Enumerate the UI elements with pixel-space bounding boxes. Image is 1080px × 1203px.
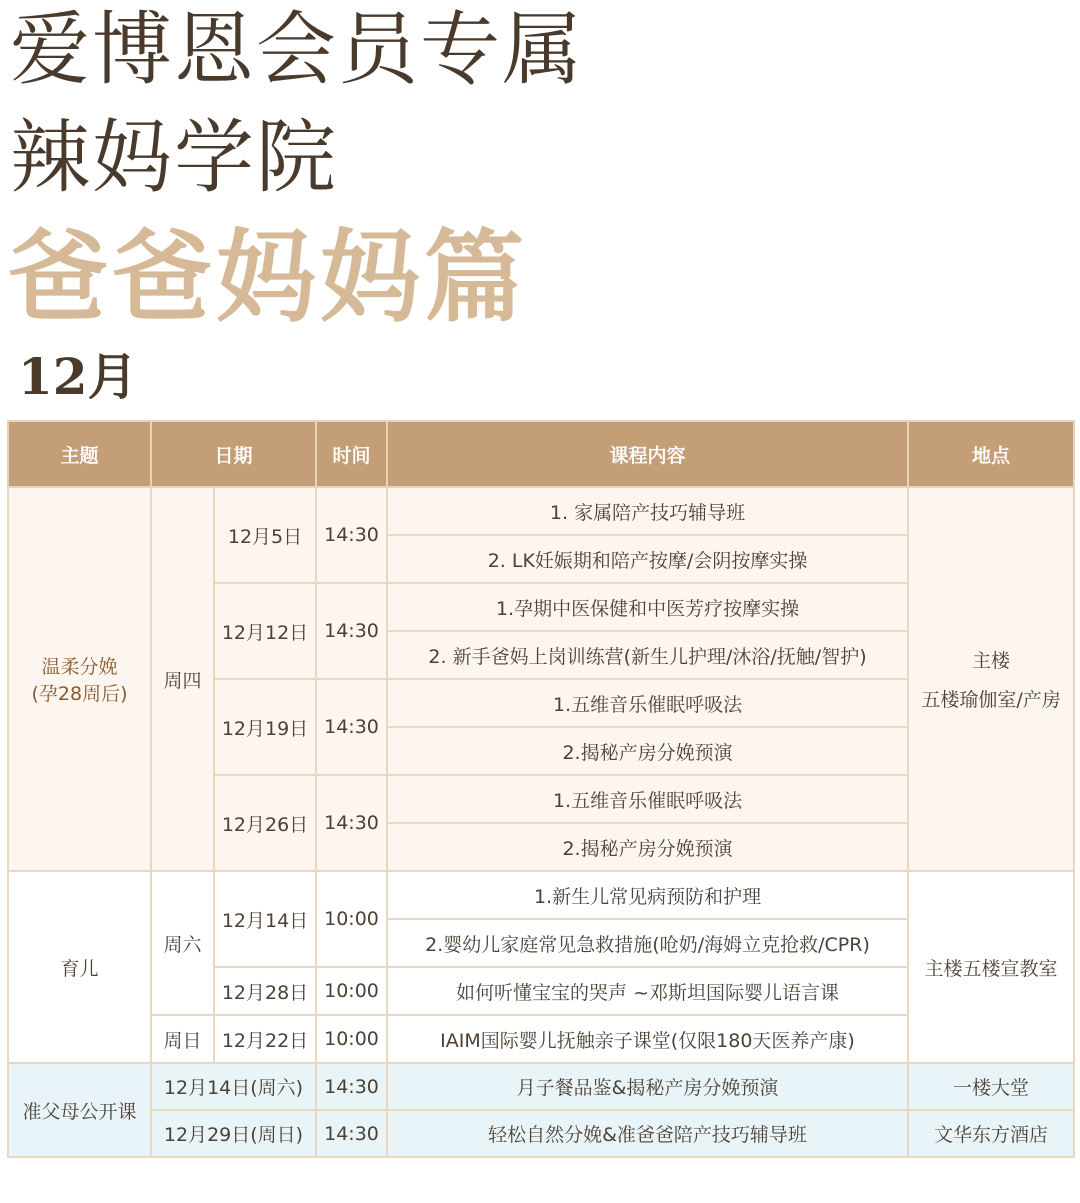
- topic-sublabel: (孕28周后): [31, 683, 128, 705]
- date-cell: 12月22日: [214, 1015, 316, 1063]
- course-cell: 轻松自然分娩&准爸爸陪产技巧辅导班: [387, 1110, 908, 1157]
- time-cell: 14:30: [316, 1110, 387, 1157]
- location-cell: [908, 487, 1074, 871]
- header-date: 日期: [151, 421, 316, 487]
- topic-cell: [8, 487, 151, 871]
- course-cell: 2. 新手爸妈上岗训练营(新生儿护理/沐浴/抚触/智护): [387, 631, 908, 679]
- header-content: 课程内容: [387, 421, 908, 487]
- weekday-cell: 周四: [151, 487, 214, 871]
- time-cell: 14:30: [316, 583, 387, 679]
- location-cell: 主楼五楼宣教室: [908, 871, 1074, 1063]
- topic-label: 温柔分娩: [41, 656, 118, 678]
- date-cell: 12月14日(周六): [151, 1063, 316, 1110]
- schedule-table: [7, 420, 1075, 1158]
- course-cell: 如何听懂宝宝的哭声 ~邓斯坦国际婴儿语言课: [387, 967, 908, 1015]
- location-cell: 一楼大堂: [908, 1063, 1074, 1110]
- course-cell: IAIM国际婴儿抚触亲子课堂(仅限180天医养产康): [387, 1015, 908, 1063]
- date-cell: 12月29日(周日): [151, 1110, 316, 1157]
- location-line: 主楼: [972, 650, 1011, 672]
- course-cell: 2. LK妊娠期和陪产按摩/会阴按摩实操: [387, 535, 908, 583]
- table-row: [8, 487, 1074, 535]
- time-cell: 14:30: [316, 487, 387, 583]
- course-cell: 1.五维音乐催眠呼吸法: [387, 679, 908, 727]
- location-line: 五楼瑜伽室/产房: [921, 689, 1061, 711]
- date-cell: 12月12日: [214, 583, 316, 679]
- time-cell: 14:30: [316, 1063, 387, 1110]
- course-cell: 1.五维音乐催眠呼吸法: [387, 775, 908, 823]
- course-cell: 1.新生儿常见病预防和护理: [387, 871, 908, 919]
- course-cell: 1. 家属陪产技巧辅导班: [387, 487, 908, 535]
- weekday-cell: 周六: [151, 871, 214, 1015]
- time-cell: 10:00: [316, 967, 387, 1015]
- date-cell: 12月28日: [214, 967, 316, 1015]
- table-row: [8, 871, 1074, 919]
- header-location: 地点: [908, 421, 1074, 487]
- course-cell: 月子餐品鉴&揭秘产房分娩预演: [387, 1063, 908, 1110]
- time-cell: 10:00: [316, 1015, 387, 1063]
- time-cell: 14:30: [316, 679, 387, 775]
- table-row: [8, 1063, 1074, 1110]
- table-row: [8, 1110, 1074, 1157]
- section-heading: 爸爸妈妈篇: [8, 219, 528, 336]
- topic-cell: 育儿: [8, 871, 151, 1063]
- page-subtitle: 辣妈学院: [10, 111, 338, 204]
- date-cell: 12月5日: [214, 487, 316, 583]
- time-cell: 14:30: [316, 775, 387, 871]
- weekday-cell: 周日: [151, 1015, 214, 1063]
- date-cell: 12月26日: [214, 775, 316, 871]
- course-cell: 2.婴幼儿家庭常见急救措施(呛奶/海姆立克抢救/CPR): [387, 919, 908, 967]
- table-header-row: [8, 421, 1074, 487]
- time-cell: 10:00: [316, 871, 387, 967]
- location-cell: 文华东方酒店: [908, 1110, 1074, 1157]
- date-cell: 12月19日: [214, 679, 316, 775]
- month-label: 12月: [18, 347, 138, 406]
- date-cell: 12月14日: [214, 871, 316, 967]
- course-cell: 2.揭秘产房分娩预演: [387, 727, 908, 775]
- topic-cell: 准父母公开课: [8, 1063, 151, 1157]
- course-cell: 2.揭秘产房分娩预演: [387, 823, 908, 871]
- course-cell: 1.孕期中医保健和中医芳疗按摩实操: [387, 583, 908, 631]
- header-topic: 主题: [8, 421, 151, 487]
- header-time: 时间: [316, 421, 387, 487]
- page-title: 爱博恩会员专属: [10, 3, 584, 96]
